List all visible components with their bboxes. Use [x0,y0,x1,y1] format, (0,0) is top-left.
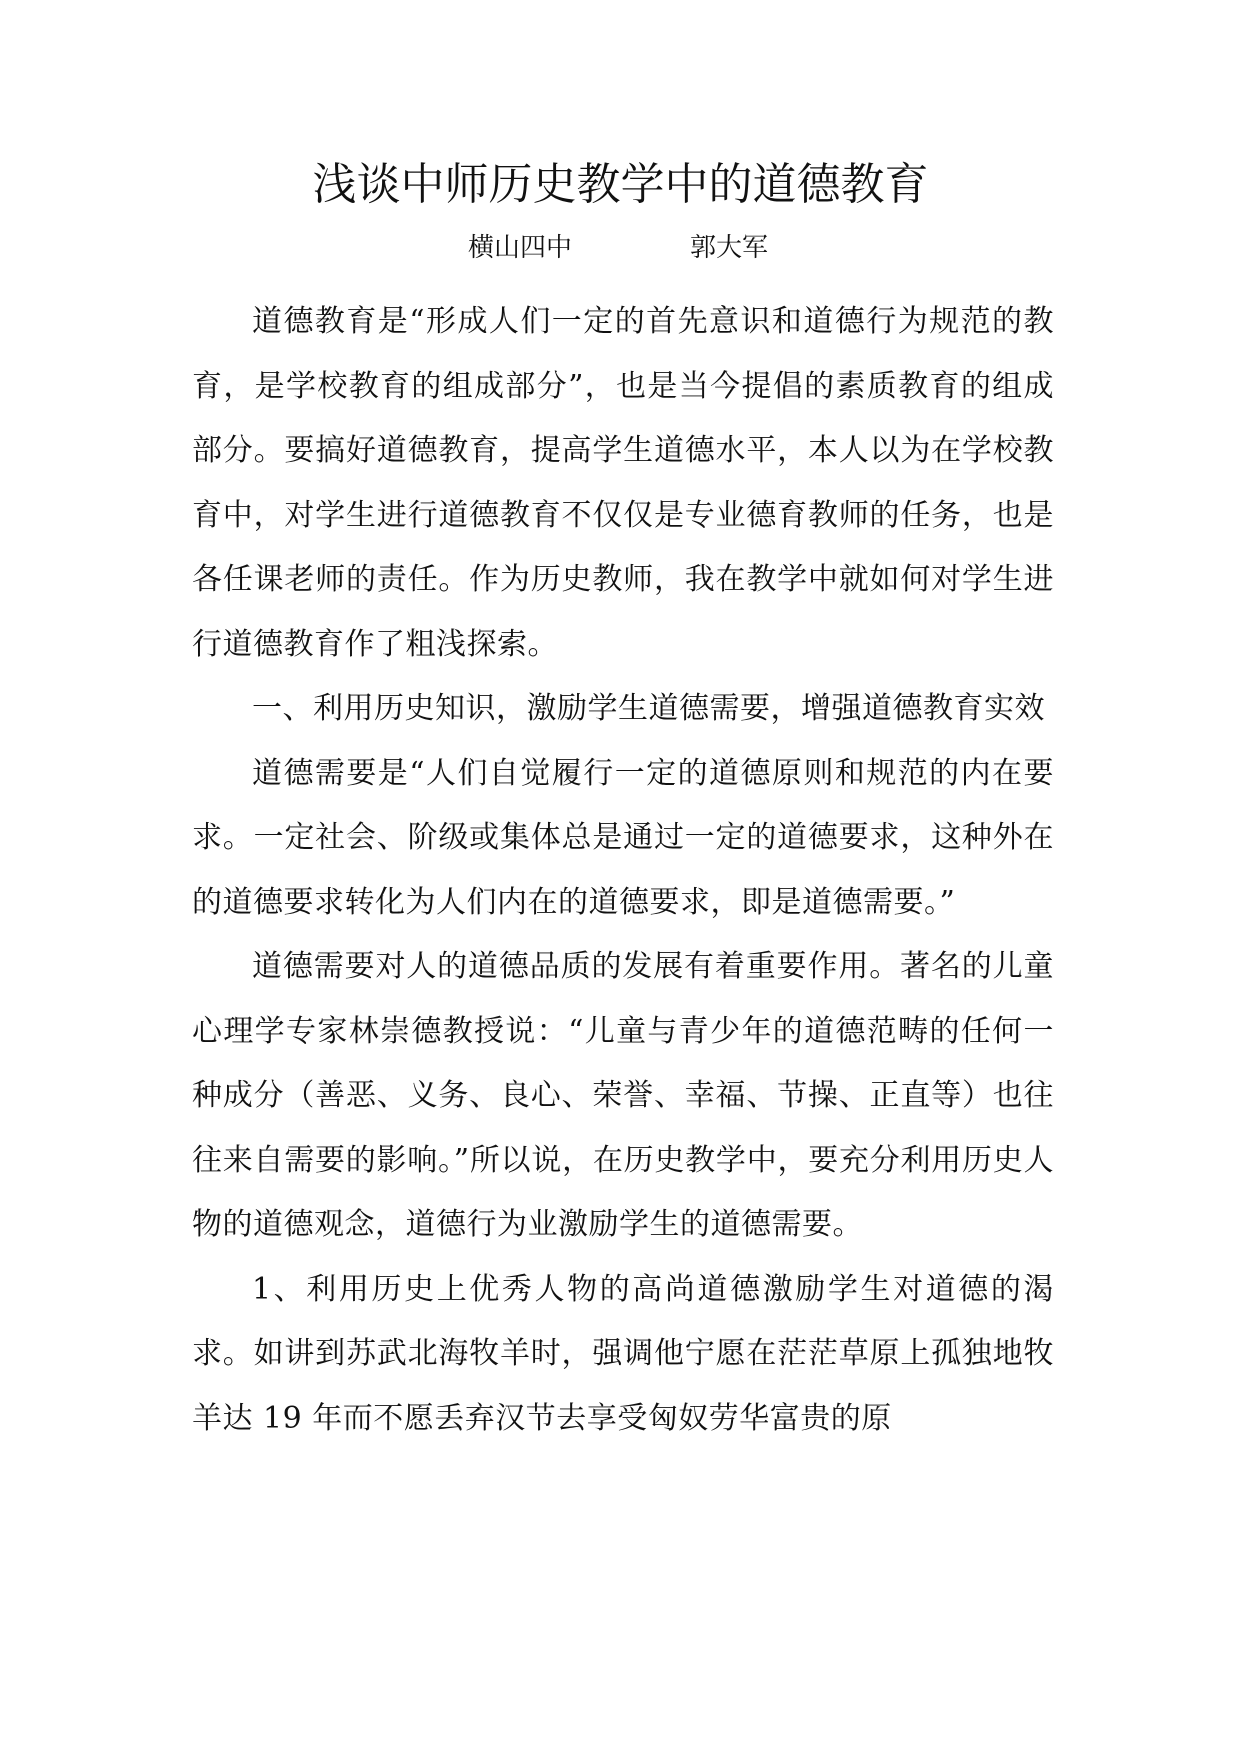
document-title: 浅谈中师历史教学中的道德教育 [312,159,929,210]
author-school: 横山四中 [468,233,573,263]
document-body [192,290,1054,1451]
paragraph: 道德教育是“形成人们一定的首先意识和道德行为规范的教育，是学校教育的组成部分”，也是当今提倡的素质教育的组成部分。要搞好道德教育，提高学生道德水平，本人以为在学校教育中，对学生进行道德教育不仅仅是专业德育教师的任务，也是各任课老师的责任。作为历史教师，我在教学中就如何对学生进行道德教育作了粗浅探索。 [192,304,1054,662]
byline [0,228,1241,268]
author-name: 郭大军 [690,233,769,263]
paragraph: 1、利用历史上优秀人物的高尚道德激励学生对道德的渴求。如讲到苏武北海牧羊时，强调他宁愿在茫茫草原上孤独地牧羊达 19 年而不愿丢弃汉节去享受匈奴劳华富贵的原 [192,1271,1054,1436]
paragraph: 道德需要是“人们自觉履行一定的道德原则和规范的内在要求。一定社会、阶级或集体总是通过一定的道德要求，这种外在的道德要求转化为人们内在的道德要求，即是道德需要。” [192,755,1054,920]
section-heading: 一、利用历史知识，激励学生道德需要，增强道德教育实效 [252,691,1045,726]
paragraph: 道德需要对人的道德品质的发展有着重要作用。著名的儿童心理学专家林崇德教授说：“儿童与青少年的道德范畴的任何一种成分（善恶、义务、良心、荣誉、幸福、节操、正直等）也往往来自需要的影响。”所以说，在历史教学中，要充分利用历史人物的道德观念，道德行为业激励学生的道德需要。 [192,949,1054,1242]
